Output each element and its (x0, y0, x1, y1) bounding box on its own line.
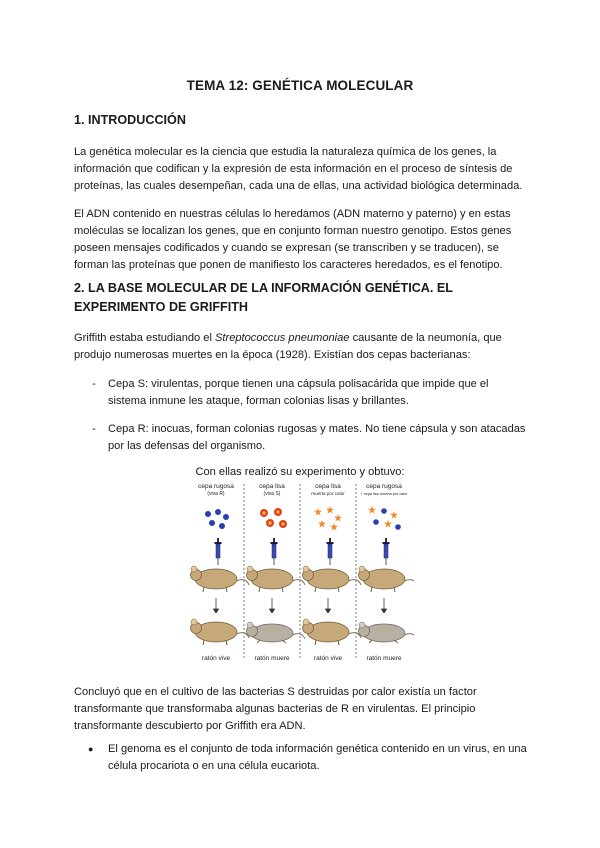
intro-paragraph-2 (74, 206, 534, 274)
panel-sublabel: + cepa lisa muerta por calor (360, 492, 408, 496)
text-line: proteínas, las cuales desempeñan, cada una de ellas, una actividad biológica determinada. (74, 180, 523, 192)
panel-sublabel: (viva S) (263, 491, 281, 497)
mouse-icon (247, 566, 306, 592)
text-line: produjo numerosas muertes en la época (1928). Existían dos cepas bacterianas: (74, 349, 471, 361)
intro-paragraph-1 (74, 144, 534, 195)
text-line: información que codifican y la expresión de esta información en el proceso de síntesis de (74, 163, 513, 175)
bullet-marker: ● (88, 744, 94, 754)
section-heading-introduccion: 1. INTRODUCCIÓN (74, 113, 186, 127)
text-span: causante de la neumonía, que (349, 332, 502, 344)
dead-mouse-icon (247, 622, 306, 643)
griffith-intro-paragraph (74, 330, 534, 364)
text-line: La genética molecular es la ciencia que estudia la naturaleza química de los genes, la (74, 146, 497, 158)
panel-result: ratón muere (254, 655, 290, 662)
mouse-icon (191, 566, 250, 592)
panel-label: cepa rugosa (366, 483, 402, 490)
dead-mouse-icon (359, 622, 415, 643)
heading-line: EXPERIMENTO DE GRIFFITH (74, 300, 248, 314)
text-line: transformante que transformaba algunas bacterias de R en virulentas. El principio (74, 703, 476, 715)
panel-label: cepa rugosa (198, 483, 234, 490)
conclusion-paragraph (74, 684, 534, 735)
dash-marker: - (92, 378, 96, 390)
page-title: TEMA 12: GENÉTICA MOLECULAR (186, 78, 414, 93)
panel-sublabel: (viva R) (207, 491, 225, 497)
live-mouse-icon (191, 619, 250, 645)
panel-sublabel: muerta por calor (311, 491, 345, 496)
smooth-strain-bacteria (260, 508, 287, 528)
mouse-icon (303, 566, 362, 592)
text-line: moléculas se localizan los genes, que en conjunto forman nuestro genotipo. Estos genes (74, 225, 512, 237)
text-line: célula procariota o en una célula eucariota. (108, 760, 320, 772)
panel-result: ratón vive (313, 655, 343, 662)
text-line: sistema inmune les ataque, forman colonias lisas y brillantes. (108, 395, 409, 407)
text-line: Cepa S: virulentas, porque tienen una cápsula polisacárida que impide que el (108, 378, 489, 390)
syringe-icon (271, 538, 278, 565)
dash-marker: - (92, 423, 96, 435)
heading-line: 2. LA BASE MOLECULAR DE LA INFORMACIÓN GENÉTICA. EL (74, 281, 453, 295)
mixed-bacteria (368, 506, 401, 530)
panel-label: cepa lisa (259, 483, 285, 490)
list-item-cepa-r (92, 421, 532, 455)
syringe-icon (215, 538, 222, 565)
text-line: transformante descubierto por Griffith era ADN. (74, 720, 306, 732)
rough-strain-bacteria (205, 509, 229, 529)
text-line: Cepa R: inocuas, forman colonias rugosas y mates. No tiene cápsula y son atacadas (108, 423, 526, 435)
list-item-cepa-s (92, 376, 532, 410)
griffith-experiment-figure (188, 480, 414, 666)
species-name: Streptococcus pneumoniae (215, 332, 350, 344)
heat-killed-bacteria (314, 506, 342, 531)
section-heading-griffith (74, 279, 534, 317)
syringe-icon (327, 538, 334, 565)
panel-label: cepa lisa (315, 483, 341, 490)
text-line: Concluyó que en el cultivo de las bacterias S destruidas por calor existía un factor (74, 686, 477, 698)
text-line (74, 330, 534, 347)
panel-result: ratón vive (201, 655, 231, 662)
panel-result: ratón muere (366, 655, 402, 662)
mouse-icon (359, 566, 415, 592)
text-line: El genoma es el conjunto de toda información genética contenido en un virus, en una (108, 743, 527, 755)
syringe-icon (383, 538, 390, 565)
text-span: Griffith estaba estudiando el (74, 332, 216, 344)
figure-caption: Con ellas realizó su experimento y obtuvo: (195, 466, 405, 478)
text-line: forman las proteínas que ponen de manifiesto los caracteres heredados, es el fenotipo. (74, 259, 503, 271)
list-item-genoma (88, 741, 538, 775)
text-line: poseen mensajes codificados y cuando se expresan (se transcriben y se traducen), se (74, 242, 499, 254)
text-line: El ADN contenido en nuestras células lo heredamos (ADN materno y paterno) y en estas (74, 208, 511, 220)
text-line: por las defensas del organismo. (108, 440, 266, 452)
live-mouse-icon (303, 619, 362, 645)
